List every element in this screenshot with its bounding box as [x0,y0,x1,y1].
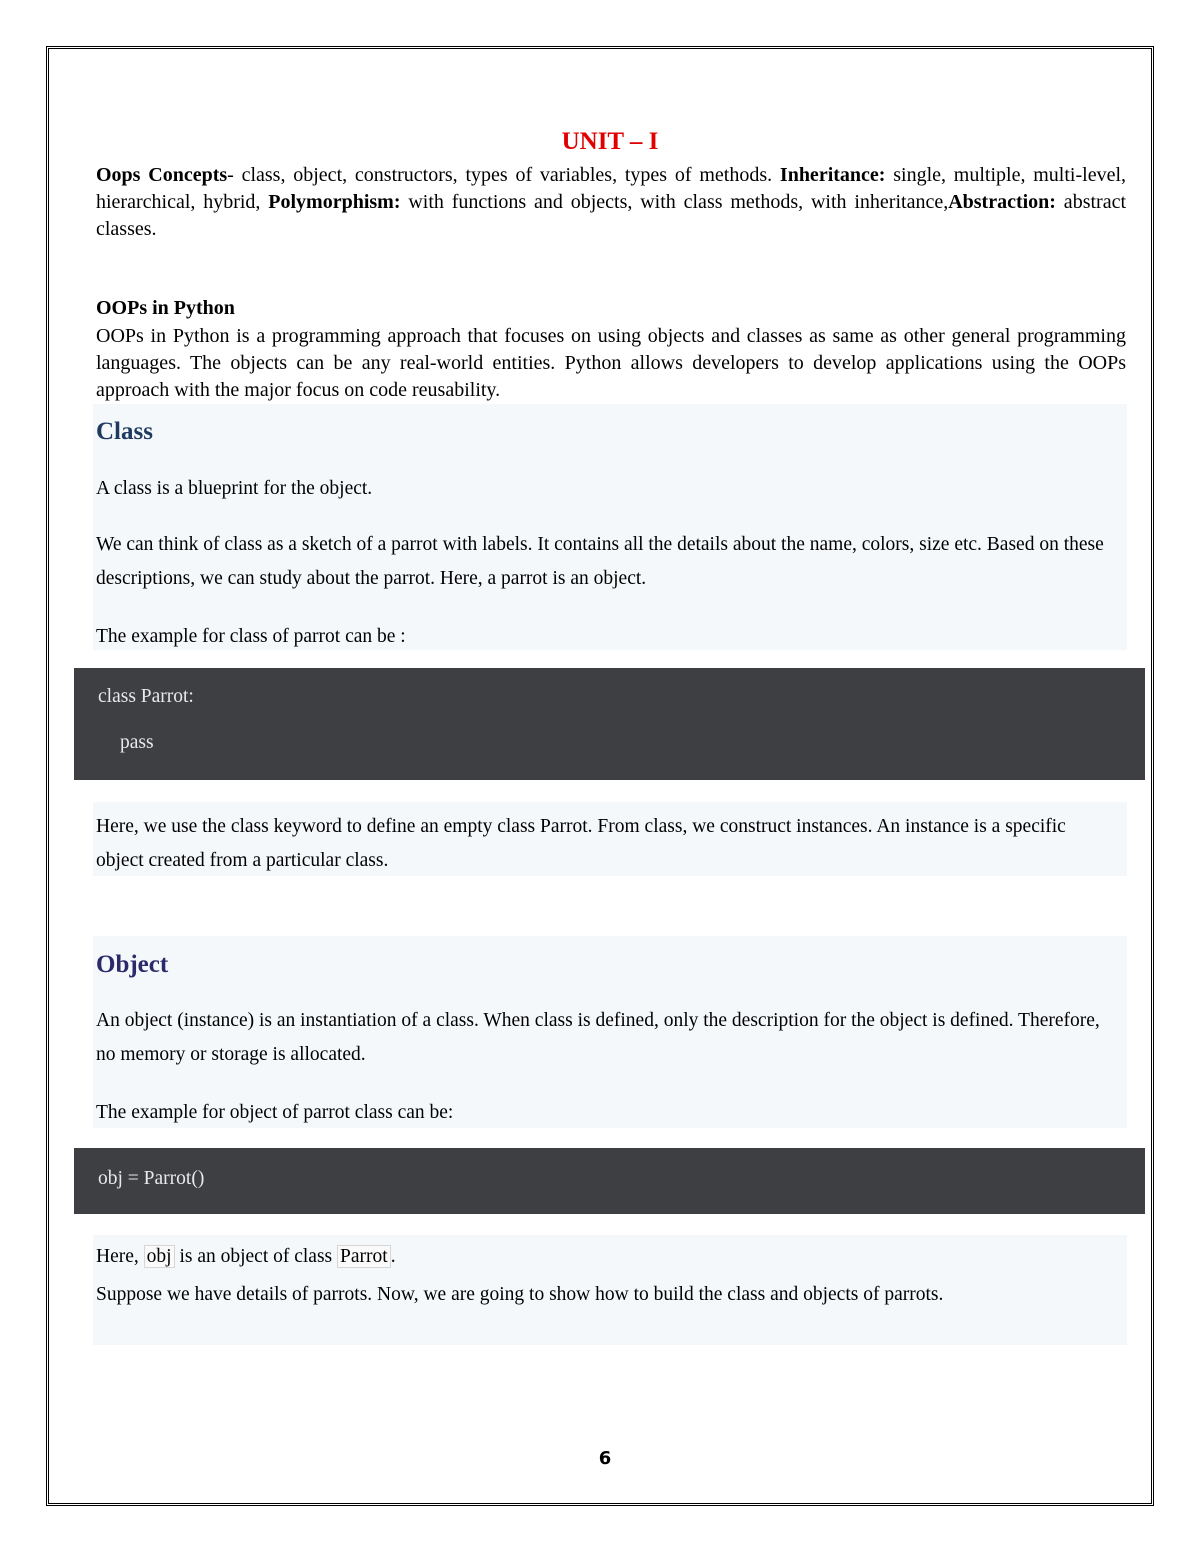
code-line-class-parrot: class Parrot: [98,686,194,707]
code-line-pass: pass [120,732,154,753]
object-definition-text: An object (instance) is an instantiation of a class. When class is defined, only the description for the object is defined. Therefore, no memory or storage is allocated. [96,1010,1100,1065]
class-code-block [74,668,1145,780]
inheritance-label: Inheritance: [779,164,886,186]
page-number: 6 [598,1448,612,1469]
code-line-obj: obj = Parrot() [98,1168,205,1189]
explanation-suffix: . [390,1246,396,1267]
syllabus-paragraph [96,162,1126,243]
object-example-intro: The example for object of parrot class can be: [96,1102,454,1123]
abstraction-label: Abstraction: [948,191,1056,213]
inline-code-parrot: Parrot [337,1245,391,1268]
oops-python-heading: OOPs in Python [96,297,235,319]
abstraction-text: abstract classes. [96,191,1126,240]
explanation-mid: is an object of class [174,1246,338,1267]
oops-python-paragraph: OOPs in Python is a programming approach that focuses on using objects and classes as same as other general programming languages. The objects can be any real-world entities. Python allows developers to develop applications using the OOPs approach with the major focus on code reusability. [96,325,1126,401]
class-heading: Class [96,418,153,445]
object-heading: Object [96,951,169,978]
class-example-intro: The example for class of parrot can be : [96,626,406,647]
class-explanation-text: Here, we use the class keyword to define an empty class Parrot. From class, we construct instances. An instance is a specific object created from a particular class. [96,816,1066,871]
inline-code-obj: obj [144,1245,175,1268]
oops-concepts-text: - class, object, constructors, types of variables, types of methods. [227,164,780,186]
class-definition-text: A class is a blueprint for the object. [96,478,373,499]
closing-text: Suppose we have details of parrots. Now, we are going to show how to build the class and objects of parrots. [96,1284,944,1305]
polymorphism-label: Polymorphism: [268,191,401,213]
class-description-text: We can think of class as a sketch of a parrot with labels. It contains all the details about the name, colors, size etc. Based on these descriptions, we can study about the parrot. Here, a parrot is an object. [96,534,1104,589]
explanation-prefix: Here, [96,1246,144,1267]
object-explanation-text [96,1240,1106,1274]
inheritance-text: single, multiple, multi-level, hierarchical, hybrid, [96,164,1127,213]
polymorphism-text: with functions and objects, with class methods, with inheritance, [400,191,949,213]
oops-concepts-label: Oops Concepts [96,164,228,186]
object-code-block [74,1148,1145,1214]
class-section-panel [93,404,1127,650]
unit-title: UNIT – I [561,128,659,155]
